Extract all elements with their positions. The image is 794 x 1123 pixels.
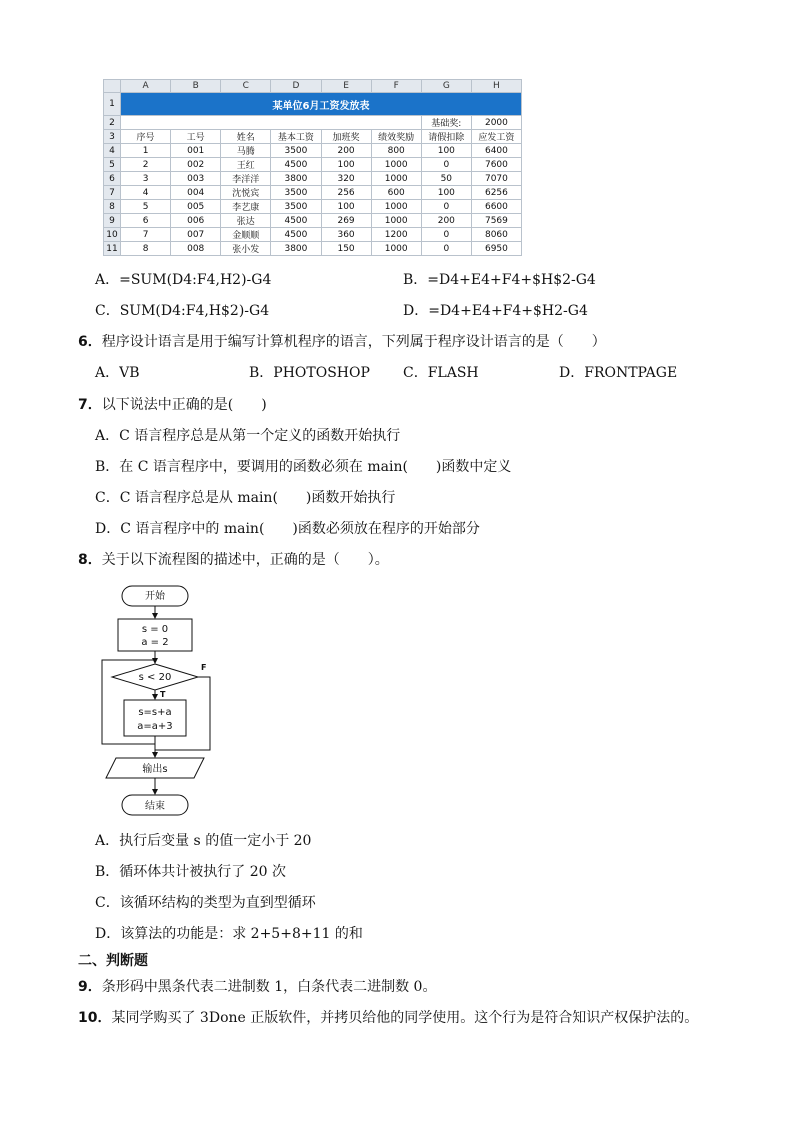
table-row <box>104 214 522 228</box>
table-row <box>104 172 522 186</box>
q8-number: 8． <box>78 552 102 568</box>
table-cell: 50 <box>421 172 471 186</box>
q6-option-a: A．VB <box>95 365 140 381</box>
table-cell: 0 <box>421 200 471 214</box>
table-cell: 2 <box>121 158 171 172</box>
q7-option-b: B．在 C 语言程序中，要调用的函数必须在 main( )函数中定义 <box>95 459 512 475</box>
table-cell: 6256 <box>471 186 521 200</box>
q7-number: 7． <box>78 397 102 413</box>
row-number: 11 <box>104 242 121 256</box>
q9-number: 9． <box>78 979 102 995</box>
table-row <box>104 242 522 256</box>
table-cell: 001 <box>171 144 221 158</box>
q6-option-d: D．FRONTPAGE <box>559 365 678 381</box>
table-cell: 4500 <box>271 158 321 172</box>
sheet-title: 某单位6月工资发放表 <box>121 93 522 116</box>
table-cell: 1 <box>121 144 171 158</box>
column-header: F <box>371 80 421 93</box>
table-cell: 张达 <box>221 214 271 228</box>
row-number: 2 <box>104 116 121 130</box>
table-cell: 200 <box>421 214 471 228</box>
table-cell: 王红 <box>221 158 271 172</box>
flow-init-line2: a = 2 <box>141 637 169 648</box>
table-cell: 100 <box>321 158 371 172</box>
table-cell: 100 <box>321 200 371 214</box>
column-header: A <box>121 80 171 93</box>
q5-option-c: C．SUM(D4:F4,H$2)-G4 <box>95 303 270 319</box>
corner-cell <box>104 80 121 93</box>
header-cell: 姓名 <box>221 130 271 144</box>
table-cell: 3800 <box>271 242 321 256</box>
table-cell: 1200 <box>371 228 421 242</box>
table-cell: 0 <box>421 228 471 242</box>
row-number: 9 <box>104 214 121 228</box>
table-cell: 6 <box>121 214 171 228</box>
table-cell: 3 <box>121 172 171 186</box>
table-cell: 4 <box>121 186 171 200</box>
header-cell: 工号 <box>171 130 221 144</box>
table-cell: 007 <box>171 228 221 242</box>
column-header: E <box>321 80 371 93</box>
column-header: H <box>471 80 521 93</box>
table-cell: 3500 <box>271 186 321 200</box>
section-heading-judgment: 二、判断题 <box>78 953 148 969</box>
q5-option-b: B．=D4+E4+F4+$H$2-G4 <box>403 272 596 288</box>
column-header: G <box>421 80 471 93</box>
q7-option-c: C．C 语言程序总是从 main( )函数开始执行 <box>95 490 396 506</box>
q6-number: 6． <box>78 334 102 350</box>
q8-text: 关于以下流程图的描述中，正确的是（ ）。 <box>101 552 389 568</box>
q6-option-b: B．PHOTOSHOP <box>249 365 370 381</box>
table-cell: 1000 <box>371 158 421 172</box>
title-row <box>104 93 522 116</box>
table-cell: 269 <box>321 214 371 228</box>
table-cell: 002 <box>171 158 221 172</box>
table-cell: 0 <box>421 242 471 256</box>
sheet-data-rows <box>104 144 522 256</box>
table-cell: 005 <box>171 200 221 214</box>
table-cell: 0 <box>421 158 471 172</box>
header-cell: 加班奖 <box>321 130 371 144</box>
table-row <box>104 144 522 158</box>
table-cell: 金顺顺 <box>221 228 271 242</box>
table-cell: 6950 <box>471 242 521 256</box>
table-cell: 006 <box>171 214 221 228</box>
q10-number: 10． <box>78 1010 112 1026</box>
header-cell: 应发工资 <box>471 130 521 144</box>
table-cell: 7 <box>121 228 171 242</box>
q7-option-a: A．C 语言程序总是从第一个定义的函数开始执行 <box>95 428 401 444</box>
table-cell: 800 <box>371 144 421 158</box>
q7-text: 以下说法中正确的是( ) <box>101 397 267 413</box>
q6-text: 程序设计语言是用于编写计算机程序的语言，下列属于程序设计语言的是（ ） <box>101 334 606 350</box>
row-number: 4 <box>104 144 121 158</box>
table-row <box>104 200 522 214</box>
bonus-value: 2000 <box>471 116 521 130</box>
table-cell: 李艺康 <box>221 200 271 214</box>
table-cell: 1000 <box>371 214 421 228</box>
header-cell: 绩效奖励 <box>371 130 421 144</box>
q10-text: 某同学购买了 3Done 正版软件，并拷贝给他的同学使用。这个行为是符合知识产权保护法的。 <box>111 1010 699 1026</box>
table-cell: 8 <box>121 242 171 256</box>
table-row <box>104 228 522 242</box>
q5-option-d: D．=D4+E4+F4+$H2-G4 <box>403 303 588 319</box>
row-number: 10 <box>104 228 121 242</box>
q10-stem <box>78 1009 698 1027</box>
table-cell: 5 <box>121 200 171 214</box>
q7-stem <box>78 396 267 414</box>
q8-option-a: A．执行后变量 s 的值一定小于 20 <box>95 833 312 849</box>
table-cell: 4500 <box>271 214 321 228</box>
flow-end-label: 结束 <box>145 801 165 812</box>
table-cell: 7600 <box>471 158 521 172</box>
q8-option-d: D．该算法的功能是：求 2+5+8+11 的和 <box>95 926 363 942</box>
empty-cell <box>121 116 422 130</box>
row-number: 6 <box>104 172 121 186</box>
flow-decision-label: s < 20 <box>138 672 172 683</box>
table-cell: 李洋洋 <box>221 172 271 186</box>
flow-output-label: 输出s <box>142 764 168 775</box>
salary-spreadsheet-image <box>103 79 522 255</box>
table-cell: 1000 <box>371 172 421 186</box>
header-cell: 序号 <box>121 130 171 144</box>
table-cell: 3500 <box>271 200 321 214</box>
table-cell: 张小发 <box>221 242 271 256</box>
table-cell: 沈悦宾 <box>221 186 271 200</box>
table-cell: 1000 <box>371 200 421 214</box>
q9-text: 条形码中黑条代表二进制数 1，白条代表二进制数 0。 <box>101 979 437 995</box>
table-cell: 马腾 <box>221 144 271 158</box>
table-cell: 7569 <box>471 214 521 228</box>
column-header-row <box>104 80 522 93</box>
row-number: 3 <box>104 130 121 144</box>
q7-option-d: D．C 语言程序中的 main( )函数必须放在程序的开始部分 <box>95 521 480 537</box>
table-cell: 6600 <box>471 200 521 214</box>
bonus-label: 基础奖: <box>421 116 471 130</box>
row-number: 1 <box>104 93 121 116</box>
q9-stem <box>78 978 436 996</box>
table-cell: 150 <box>321 242 371 256</box>
column-header: B <box>171 80 221 93</box>
table-cell: 256 <box>321 186 371 200</box>
header-cell: 请假扣除 <box>421 130 471 144</box>
table-cell: 003 <box>171 172 221 186</box>
table-cell: 6400 <box>471 144 521 158</box>
q6-option-c: C．FLASH <box>403 365 479 381</box>
header-row <box>104 130 522 144</box>
q6-stem <box>78 333 606 351</box>
table-cell: 4500 <box>271 228 321 242</box>
q8-option-c: C．该循环结构的类型为直到型循环 <box>95 895 316 911</box>
table-cell: 320 <box>321 172 371 186</box>
flowchart-diagram <box>98 580 218 820</box>
table-cell: 8060 <box>471 228 521 242</box>
table-cell: 3500 <box>271 144 321 158</box>
row-number: 5 <box>104 158 121 172</box>
table-cell: 004 <box>171 186 221 200</box>
flow-start-label: 开始 <box>145 591 165 602</box>
table-row <box>104 158 522 172</box>
q5-option-a: A．=SUM(D4:F4,H2)-G4 <box>95 272 272 288</box>
table-cell: 360 <box>321 228 371 242</box>
table-cell: 008 <box>171 242 221 256</box>
flow-true-label: T <box>160 690 166 699</box>
column-header: D <box>271 80 321 93</box>
flow-body-line2: a=a+3 <box>137 721 173 732</box>
flow-body-line1: s=s+a <box>138 707 172 718</box>
table-cell: 100 <box>421 144 471 158</box>
flow-init-line1: s = 0 <box>141 624 169 635</box>
bonus-row <box>104 116 522 130</box>
q8-stem <box>78 551 389 569</box>
column-header: C <box>221 80 271 93</box>
q8-option-b: B．循环体共计被执行了 20 次 <box>95 864 287 880</box>
flow-false-label: F <box>201 663 207 672</box>
table-cell: 600 <box>371 186 421 200</box>
table-cell: 200 <box>321 144 371 158</box>
table-row <box>104 186 522 200</box>
table-cell: 3800 <box>271 172 321 186</box>
header-cell: 基本工资 <box>271 130 321 144</box>
table-cell: 1000 <box>371 242 421 256</box>
row-number: 8 <box>104 200 121 214</box>
table-cell: 100 <box>421 186 471 200</box>
row-number: 7 <box>104 186 121 200</box>
table-cell: 7070 <box>471 172 521 186</box>
